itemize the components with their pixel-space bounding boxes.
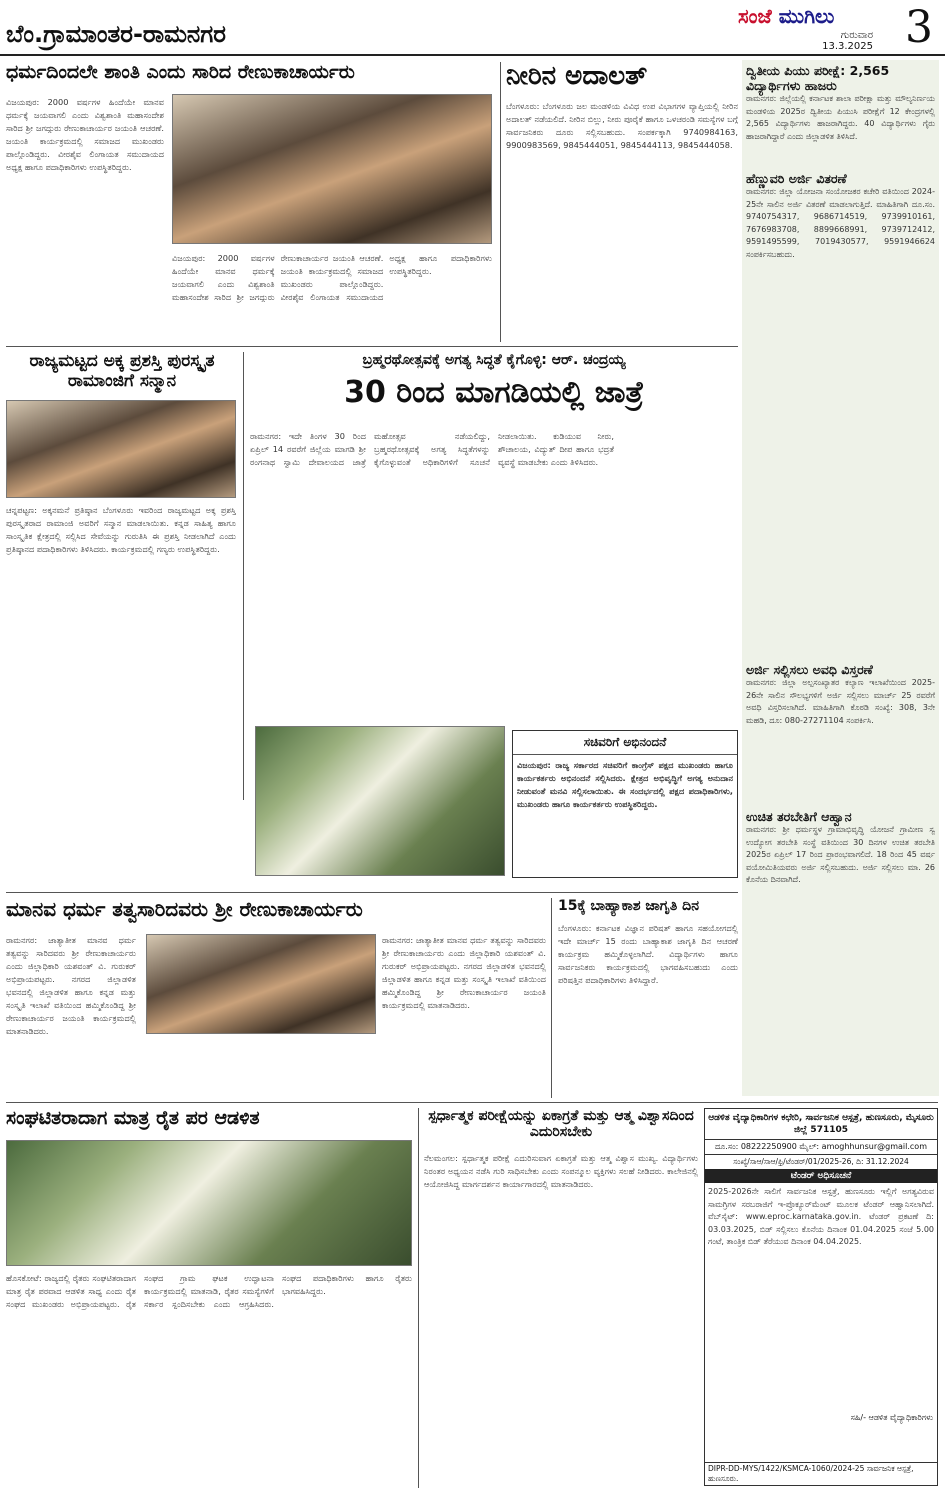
tender-signature: ಸಹಿ/- ಆಡಳಿತ ವೈದ್ಯಾಧಿಕಾರಿಗಳು (850, 1413, 933, 1422)
row-rule (6, 892, 738, 893)
issue-date: 13.3.2025 (822, 41, 873, 52)
news-photo[interactable] (6, 1140, 412, 1266)
headline: ಮಾನವ ಧರ್ಮ ತತ್ವಸಾರಿದವರು ಶ್ರೀ ರೇಣುಕಾಚಾರ್ಯರು (6, 898, 363, 921)
greeting-title: ಸಚಿವರಿಗೆ ಅಭಿನಂದನೆ (513, 731, 737, 755)
row-rule (6, 346, 738, 347)
headline: ಸ್ಪರ್ಧಾತ್ಮಕ ಪರೀಕ್ಷೆಯನ್ನು ಏಕಾಗ್ರತೆ ಮತ್ತು ಆತ್ಮ ವಿಶ್ವಾಸದಿಂದ ಎದುರಿಸಬೇಕು (428, 1108, 694, 1141)
brief-body: ರಾಮನಗರ: ಜಿಲ್ಲಾ ಅಲ್ಪಸಂಖ್ಯಾತರ ಕಲ್ಯಾಣ ಇಲಾಖೆಯಿಂದ 2025-26ನೇ ಸಾಲಿನ ಸೌಲಭ್ಯಗಳಿಗೆ ಅರ್ಜಿ ಸಲ್ಲಿಸಲು ಮಾರ್ಚ್ 25 ರವರೆಗೆ ಅವಧಿ ವಿಸ್ತರಿಸಲಾಗಿದೆ. ಮಾಹಿತಿಗಾಗಿ ಕೊಠಡಿ ಸಂಖ್ಯೆ: 308, 3ನೇ ಮಹಡಿ, ದೂ: 080-27271104 ಸಂಪರ್ಕಿಸಿ. (746, 678, 935, 725)
column-rule (243, 352, 244, 800)
news-photo[interactable] (172, 94, 492, 244)
brief-arji[interactable] (746, 662, 935, 803)
column-rule (500, 62, 501, 342)
article-akka-award[interactable] (6, 352, 238, 800)
article-raitha[interactable] (6, 1108, 414, 1488)
article-body-cont: ವಿಜಯಪುರ: 2000 ವರ್ಷಗಳ ಹಿಂದೆಯೇ ಮಾನವ ಧರ್ಮಕ್ಕೆ ಜಯವಾಗಲಿ ಎಂದು ವಿಶ್ವಶಾಂತಿ ಮಹಾಸಂದೇಶ ಸಾರಿದ ಶ್ರೀ ಜಗದ್ಗುರು ರೇಣುಕಾಚಾರ್ಯರ ಜಯಂತಿ ಆಚರಣೆ. ಜಯಂತಿ ಕಾರ್ಯಕ್ರಮದಲ್ಲಿ ಸಮಾಜದ ಮುಖಂಡರು ಪಾಲ್ಗೊಂಡಿದ್ದರು. ವೀರಶೈವ ಲಿಂಗಾಯತ ಸಮುದಾಯದ ಅಧ್ಯಕ್ಷ ಹಾಗೂ ಪದಾಧಿಕಾರಿಗಳು ಉಪಸ್ಥಿತರಿದ್ದರು. (172, 253, 492, 302)
article-body: ವಿಜಯಪುರ: 2000 ವರ್ಷಗಳ ಹಿಂದೆಯೇ ಮಾನವ ಧರ್ಮಕ್ಕೆ ಜಯವಾಗಲಿ ಎಂದು ವಿಶ್ವಶಾಂತಿ ಮಹಾಸಂದೇಶ ಸಾರಿದ ಶ್ರೀ ಜಗದ್ಗುರು ರೇಣುಕಾಚಾರ್ಯರ ಜಯಂತಿ ಆಚರಣೆ. ಜಯಂತಿ ಕಾರ್ಯಕ್ರಮದಲ್ಲಿ ಸಮಾಜದ ಮುಖಂಡರು ಪಾಲ್ಗೊಂಡಿದ್ದರು. ವೀರಶೈವ ಲಿಂಗಾಯತ ಸಮುದಾಯದ ಅಧ್ಯಕ್ಷ ಹಾಗೂ ಪದಾಧಿಕಾರಿಗಳು ಉಪಸ್ಥಿತರಿದ್ದರು. (6, 97, 164, 172)
article-body: ಬೆಂಗಳೂರು: ಬೆಂಗಳೂರು ಜಲ ಮಂಡಳಿಯ ವಿವಿಧ ಉಪ ವಿಭಾಗಗಳ ವ್ಯಾಪ್ತಿಯಲ್ಲಿ ನೀರಿನ ಅದಾಲತ್ ನಡೆಯಲಿದೆ. ನೀರಿನ ಬಿಲ್ಲು, ನೀರು ಪೂರೈಕೆ ಹಾಗೂ ಒಳಚರಂಡಿ ಸಮಸ್ಯೆಗಳ ಬಗ್ಗೆ ಸಾರ್ವಜನಿಕರು ದೂರು ಸಲ್ಲಿಸಬಹುದು. ಸಂಪರ್ಕಕ್ಕಾಗಿ 9740984163, 9900983569, 9845444051, 9845444113, 9845444058. (506, 101, 738, 150)
brief-headline: ಉಚಿತ ತರಬೇತಿಗೆ ಆಹ್ವಾನ (746, 809, 852, 824)
article-space-day[interactable] (558, 898, 738, 1098)
column-rule (551, 898, 552, 1098)
article-body: ರಾಮನಗರ: ಜಾತ್ಯಾತೀತ ಮಾನವ ಧರ್ಮ ತತ್ವವನ್ನು ಸಾರಿದವರು ಶ್ರೀ ರೇಣುಕಾಚಾರ್ಯರು ಎಂದು ಜಿಲ್ಲಾಧಿಕಾರಿ ಯಶವಂತ್ ವಿ. ಗುರುಕರ್ ಅಭಿಪ್ರಾಯಪಟ್ಟರು. ನಗರದ ಜಿಲ್ಲಾಡಳಿತ ಭವನದಲ್ಲಿ ಜಿಲ್ಲಾಡಳಿತ ಹಾಗೂ ಕನ್ನಡ ಮತ್ತು ಸಂಸ್ಕೃತಿ ಇಲಾಖೆ ವತಿಯಿಂದ ಹಮ್ಮಿಕೊಂಡಿದ್ದ ಶ್ರೀ ರೇಣುಕಾಚಾರ್ಯರ ಜಯಂತಿ ಕಾರ್ಯಕ್ರಮದಲ್ಲಿ ಮಾತನಾಡಿದರು. (6, 935, 136, 1036)
row-rule (6, 1102, 938, 1103)
brief-uchita[interactable] (746, 809, 935, 1004)
tender-office: ಆಡಳಿತ ವೈದ್ಯಾಧಿಕಾರಿಗಳ ಕಛೇರಿ, ಸಾರ್ವಜನಿಕ ಆಸ್ಪತ್ರೆ, ಹುಣಸೂರು, ಮೈಸೂರು ಜಿಲ್ಲೆ 571105 (708, 1113, 934, 1135)
page-number: 3 (905, 2, 933, 53)
greeting-body: ವಿಜಯಪುರ: ರಾಜ್ಯ ಸರ್ಕಾರದ ಸಚಿವರಿಗೆ ಕಾಂಗ್ರೆಸ್ ಪಕ್ಷದ ಮುಖಂಡರು ಹಾಗೂ ಕಾರ್ಯಕರ್ತರು ಅಭಿನಂದನೆ ಸಲ್ಲಿಸಿದರು. ಕ್ಷೇತ್ರದ ಅಭಿವೃದ್ಧಿಗೆ ಅಗತ್ಯ ಅನುದಾನ ನೀಡುವಂತೆ ಮನವಿ ಸಲ್ಲಿಸಲಾಯಿತು. ಈ ಸಂದರ್ಭದಲ್ಲಿ ಪಕ್ಷದ ಪದಾಧಿಕಾರಿಗಳು, ಮುಖಂಡರು ಹಾಗೂ ಕಾರ್ಯಕರ್ತರು ಉಪಸ್ಥಿತರಿದ್ದರು. (517, 760, 733, 809)
headline: 30 ರಿಂದ ಮಾಗಡಿಯಲ್ಲಿ ಜಾತ್ರೆ (344, 375, 644, 411)
tender-contact: ದೂ.ಸಂ: 08222250900 ಮೈಲ್: amoghhunsur@gmail.com (705, 1139, 937, 1154)
tender-body: 2025-2026ನೇ ಸಾಲಿಗೆ ಸಾರ್ವಜನಿಕ ಆಸ್ಪತ್ರೆ, ಹುಣಸೂರು ಇಲ್ಲಿಗೆ ಅಗತ್ಯವಿರುವ ಸಾಮಗ್ರಿಗಳ ಸರಬರಾಜಿಗೆ ಇ-ಪ್ರೊಕ್ಯೂರ್‌ಮೆಂಟ್ ಮೂಲಕ ಟೆಂಡರ್ ಆಹ್ವಾನಿಸಲಾಗಿದೆ. ವೆಬ್‌ಸೈಟ್: www.eproc.karnataka.gov.in. ಟೆಂಡರ್ ಪ್ರಕಟಣೆ ದಿ: 03.03.2025, ಬಿಡ್ ಸಲ್ಲಿಸಲು ಕೊನೆಯ ದಿನಾಂಕ 01.04.2025 ಸಂಜೆ 5.00 ಗಂಟೆ, ತಾಂತ್ರಿಕ ಬಿಡ್ ತೆರೆಯುವ ದಿನಾಂಕ 04.04.2025. (708, 1187, 934, 1247)
brief-puc[interactable] (746, 63, 935, 165)
page-header (0, 0, 945, 56)
logo-name-part-2: ಮುಗಿಲು (778, 4, 835, 28)
article-body-cont: ರಾಮನಗರ: ಜಾತ್ಯಾತೀತ ಮಾನವ ಧರ್ಮ ತತ್ವವನ್ನು ಸಾರಿದವರು ಶ್ರೀ ರೇಣುಕಾಚಾರ್ಯರು ಎಂದು ಜಿಲ್ಲಾಧಿಕಾರಿ ಯಶವಂತ್ ವಿ. ಗುರುಕರ್ ಅಭಿಪ್ರಾಯಪಟ್ಟರು. ನಗರದ ಜಿಲ್ಲಾಡಳಿತ ಭವನದಲ್ಲಿ ಜಿಲ್ಲಾಡಳಿತ ಹಾಗೂ ಕನ್ನಡ ಮತ್ತು ಸಂಸ್ಕೃತಿ ಇಲಾಖೆ ವತಿಯಿಂದ ಹಮ್ಮಿಕೊಂಡಿದ್ದ ಶ್ರೀ ರೇಣುಕಾಚಾರ್ಯರ ಜಯಂತಿ ಕಾರ್ಯಕ್ರಮದಲ್ಲಿ ಮಾತನಾಡಿದರು. (382, 935, 546, 1010)
article-body: ಹೊಸಕೋಟೆ: ರಾಜ್ಯದಲ್ಲಿ ರೈತರು ಸಂಘಟಿತರಾದಾಗ ಮಾತ್ರ ರೈತ ಪರವಾದ ಆಡಳಿತ ಸಾಧ್ಯ ಎಂದು ರೈತ ಸಂಘದ ಮುಖಂಡರು ಅಭಿಪ್ರಾಯಪಟ್ಟರು. ರೈತ ಸಂಘದ ಗ್ರಾಮ ಘಟಕ ಉದ್ಘಾಟನಾ ಕಾರ್ಯಕ್ರಮದಲ್ಲಿ ಮಾತನಾಡಿ, ರೈತರ ಸಮಸ್ಯೆಗಳಿಗೆ ಸರ್ಕಾರ ಸ್ಪಂದಿಸಬೇಕು ಎಂದು ಆಗ್ರಹಿಸಿದರು. ಸಂಘದ ಪದಾಧಿಕಾರಿಗಳು ಹಾಗೂ ರೈತರು ಭಾಗವಹಿಸಿದ್ದರು. (6, 1273, 412, 1309)
tender-footer: DIPR-DD-MYS/1422/KSMCA-1060/2024-25 ಸಾರ್ವಜನಿಕ ಆಸ್ಪತ್ರೆ, ಹುಣಸೂರು. (705, 1462, 937, 1485)
tender-ref: ಸಂಖ್ಯೆ/ಸಾಆ/ಸಾಆ/ಫ್ರಿ/ಟೆಂಡರ್/01/2025-26, ದಿ: 31.12.2024 (705, 1154, 937, 1169)
greeting-photo[interactable] (255, 726, 505, 876)
article-body: ಚನ್ನಪಟ್ಟಣ: ಅಕ್ಕನಮನೆ ಪ್ರತಿಷ್ಠಾನ ಬೆಂಗಳೂರು ಇವರಿಂದ ರಾಜ್ಯಮಟ್ಟದ ಅಕ್ಕ ಪ್ರಶಸ್ತಿ ಪುರಸ್ಕೃತರಾದ ರಾಮಾಂಜಿ ಅವರಿಗೆ ಸನ್ಮಾನ ಮಾಡಲಾಯಿತು. ಕನ್ನಡ ಸಾಹಿತ್ಯ ಹಾಗೂ ಸಾಂಸ್ಕೃತಿಕ ಕ್ಷೇತ್ರದಲ್ಲಿ ಸಲ್ಲಿಸಿದ ಸೇವೆಯನ್ನು ಗುರುತಿಸಿ ಈ ಪ್ರಶಸ್ತಿ ನೀಡಲಾಗಿದೆ ಎಂದು ಪ್ರತಿಷ್ಠಾನದ ಪದಾಧಿಕಾರಿಗಳು ತಿಳಿಸಿದರು. ಕಾರ್ಯಕ್ರಮದಲ್ಲಿ ಗಣ್ಯರು ಉಪಸ್ಥಿತರಿದ್ದರು. (6, 505, 236, 554)
tender-notice[interactable] (704, 1108, 938, 1486)
headline: ರಾಜ್ಯಮಟ್ಟದ ಅಕ್ಕ ಪ್ರಶಸ್ತಿ ಪುರಸ್ಕೃತ ರಾಮಾಂಜಿಗೆ ಸನ್ಮಾನ (29, 352, 215, 391)
tender-title: ಟೆಂಡರ್ ಅಧಿಸೂಚನೆ (705, 1169, 937, 1183)
brief-headline: ದ್ವಿತೀಯ ಪಿಯು ಪರೀಕ್ಷೆ: 2,565 ವಿದ್ಯಾರ್ಥಿಗಳು ಹಾಜರು (746, 63, 890, 93)
news-photo[interactable] (146, 934, 376, 1034)
right-column (742, 60, 939, 1096)
article-body: ರಾಮನಗರ: ಇದೇ ತಿಂಗಳ 30 ರಿಂದ ಏಪ್ರಿಲ್ 14 ರವರೆಗೆ ಜಿಲ್ಲೆಯ ಮಾಗಡಿ ಶ್ರೀ ರಂಗನಾಥ ಸ್ವಾಮಿ ದೇವಾಲಯದ ಜಾತ್ರೆ ಮಹೋತ್ಸವ ನಡೆಯಲಿದ್ದು, ಬ್ರಹ್ಮರಥೋತ್ಸವಕ್ಕೆ ಅಗತ್ಯ ಸಿದ್ಧತೆಗಳನ್ನು ಕೈಗೊಳ್ಳುವಂತೆ ಅಧಿಕಾರಿಗಳಿಗೆ ಸೂಚನೆ ನೀಡಲಾಯಿತು. ಕುಡಿಯುವ ನೀರು, ಶೌಚಾಲಯ, ವಿದ್ಯುತ್ ದೀಪ ಹಾಗೂ ಭದ್ರತೆ ವ್ಯವಸ್ಥೆ ಮಾಡಬೇಕು ಎಂದು ತಿಳಿಸಿದರು. (250, 431, 614, 467)
headline: 15ಕ್ಕೆ ಬಾಹ್ಯಾಕಾಶ ಜಾಗೃತಿ ದಿನ (558, 898, 699, 914)
headline: ಸಂಘಟಿತರಾದಾಗ ಮಾತ್ರ ರೈತ ಪರ ಆಡಳಿತ (6, 1108, 260, 1129)
headline: ಧರ್ಮದಿಂದಲೇ ಶಾಂತಿ ಎಂದು ಸಾರಿದ ರೇಣುಕಾಚಾರ್ಯರು (6, 62, 355, 83)
section-title: ಬೆಂ.ಗ್ರಾಮಾಂತರ-ರಾಮನಗರ (6, 20, 226, 48)
news-photo[interactable] (6, 400, 236, 498)
brief-headline: ಅರ್ಜಿ ಸಲ್ಲಿಸಲು ಅವಧಿ ವಿಸ್ತರಣೆ (746, 662, 873, 677)
article-body: ಬೆಂಗಳೂರು: ಕರ್ನಾಟಕ ವಿಜ್ಞಾನ ಪರಿಷತ್ ಹಾಗೂ ಸಹಯೋಗದಲ್ಲಿ ಇದೇ ಮಾರ್ಚ್ 15 ರಂದು ಬಾಹ್ಯಾಕಾಶ ಜಾಗೃತಿ ದಿನ ಆಚರಣೆ ಕಾರ್ಯಕ್ರಮ ಹಮ್ಮಿಕೊಳ್ಳಲಾಗಿದೆ. ವಿದ್ಯಾರ್ಥಿಗಳು ಹಾಗೂ ಸಾರ್ವಜನಿಕರು ಕಾರ್ಯಕ್ರಮದಲ್ಲಿ ಭಾಗವಹಿಸಬಹುದು ಎಂದು ಪರಿಷತ್ತಿನ ಪದಾಧಿಕಾರಿಗಳು ತಿಳಿಸಿದ್ದಾರೆ. (558, 923, 738, 985)
brief-body: ರಾಮನಗರ: ಜಿಲ್ಲೆಯಲ್ಲಿ ಕರ್ನಾಟಕ ಶಾಲಾ ಪರೀಕ್ಷಾ ಮತ್ತು ಮೌಲ್ಯನಿರ್ಣಯ ಮಂಡಳಿಯ 2025ರ ದ್ವಿತೀಯ ಪಿಯುಸಿ ಪರೀಕ್ಷೆಗೆ 12 ಕೇಂದ್ರಗಳಲ್ಲಿ 2,565 ವಿದ್ಯಾರ್ಥಿಗಳು ಹಾಜರಾಗಿದ್ದರು. 40 ವಿದ್ಯಾರ್ಥಿಗಳು ಗೈರು ಹಾಜರಾಗಿದ್ದಾರೆ ಎಂದು ಜಿಲ್ಲಾಡಳಿತ ತಿಳಿಸಿದೆ. (746, 94, 935, 141)
column-rule (418, 1108, 419, 1488)
brief-headline: ಹೆಣ್ಣುವರಿ ಅರ್ಜಿ ವಿತರಣೆ (746, 171, 847, 186)
article-neerina-adalat[interactable] (506, 62, 738, 342)
brief-body: ರಾಮನಗರ: ಶ್ರೀ ಧರ್ಮಸ್ಥಳ ಗ್ರಾಮಾಭಿವೃದ್ಧಿ ಯೋಜನೆ ಗ್ರಾಮೀಣ ಸ್ವ ಉದ್ಯೋಗ ತರಬೇತಿ ಸಂಸ್ಥೆ ವತಿಯಿಂದ 30 ದಿನಗಳ ಉಚಿತ ತರಬೇತಿ 2025ರ ಏಪ್ರಿಲ್ 17 ರಿಂದ ಪ್ರಾರಂಭವಾಗಲಿದೆ. 18 ರಿಂದ 45 ವರ್ಷ ವಯೋಮಿತಿಯವರು ಅರ್ಜಿ ಸಲ್ಲಿಸಬಹುದು. ಅರ್ಜಿ ಸಲ್ಲಿಸಲು ಮಾ. 26 ಕೊನೆಯ ದಿನವಾಗಿದೆ. (746, 825, 935, 885)
article-renukacharya[interactable] (6, 62, 496, 342)
kicker: ಬ್ರಹ್ಮರಥೋತ್ಸವಕ್ಕೆ ಅಗತ್ಯ ಸಿದ್ಧತೆ ಕೈಗೊಳ್ಳಿ: ಆರ್. ಚಂದ್ರಯ್ಯ (362, 352, 626, 368)
masthead-logo[interactable] (738, 4, 903, 54)
article-competitive-exam[interactable] (424, 1108, 698, 1488)
brief-body: ರಾಮನಗರ: ಜಿಲ್ಲಾ ಯೋಜನಾ ಸಂಯೋಜಕರ ಕಚೇರಿ ವತಿಯಿಂದ 2024-25ನೇ ಸಾಲಿನ ಅರ್ಜಿ ವಿತರಣೆ ಮಾಡಲಾಗುತ್ತಿದೆ. ಮಾಹಿತಿಗಾಗಿ ದೂ.ಸಂ. 9740754317, 9686714519, 9739910161, 7676983708, 8899668991, 9739712412, 9591495599, 7019430577, 9591946624 ಸಂಪರ್ಕಿಸಬಹುದು. (746, 187, 935, 259)
greeting-box[interactable] (512, 730, 738, 878)
headline: ನೀರಿನ ಅದಾಲತ್ (506, 62, 648, 91)
logo-name-part-1: ಸಂಜೆ (738, 4, 772, 28)
article-body: ನೆಲಮಂಗಲ: ಸ್ಪರ್ಧಾತ್ಮಕ ಪರೀಕ್ಷೆ ಎದುರಿಸುವಾಗ ಏಕಾಗ್ರತೆ ಮತ್ತು ಆತ್ಮ ವಿಶ್ವಾಸ ಮುಖ್ಯ. ವಿದ್ಯಾರ್ಥಿಗಳು ನಿರಂತರ ಅಧ್ಯಯನ ನಡೆಸಿ ಗುರಿ ಸಾಧಿಸಬೇಕು ಎಂದು ಸಂಪನ್ಮೂಲ ವ್ಯಕ್ತಿಗಳು ಸಲಹೆ ನೀಡಿದರು. ಕಾಲೇಜಿನಲ್ಲಿ ಆಯೋಜಿಸಿದ್ದ ಮಾರ್ಗದರ್ಶನ ಕಾರ್ಯಾಗಾರದಲ್ಲಿ ಮಾತನಾಡಿದರು. (424, 1153, 698, 1189)
brief-hennu[interactable] (746, 171, 935, 656)
article-manava-dharma[interactable] (6, 898, 546, 1098)
issue-day: ಗುರುವಾರ (840, 30, 873, 41)
article-magadi-jatre[interactable] (250, 352, 738, 722)
